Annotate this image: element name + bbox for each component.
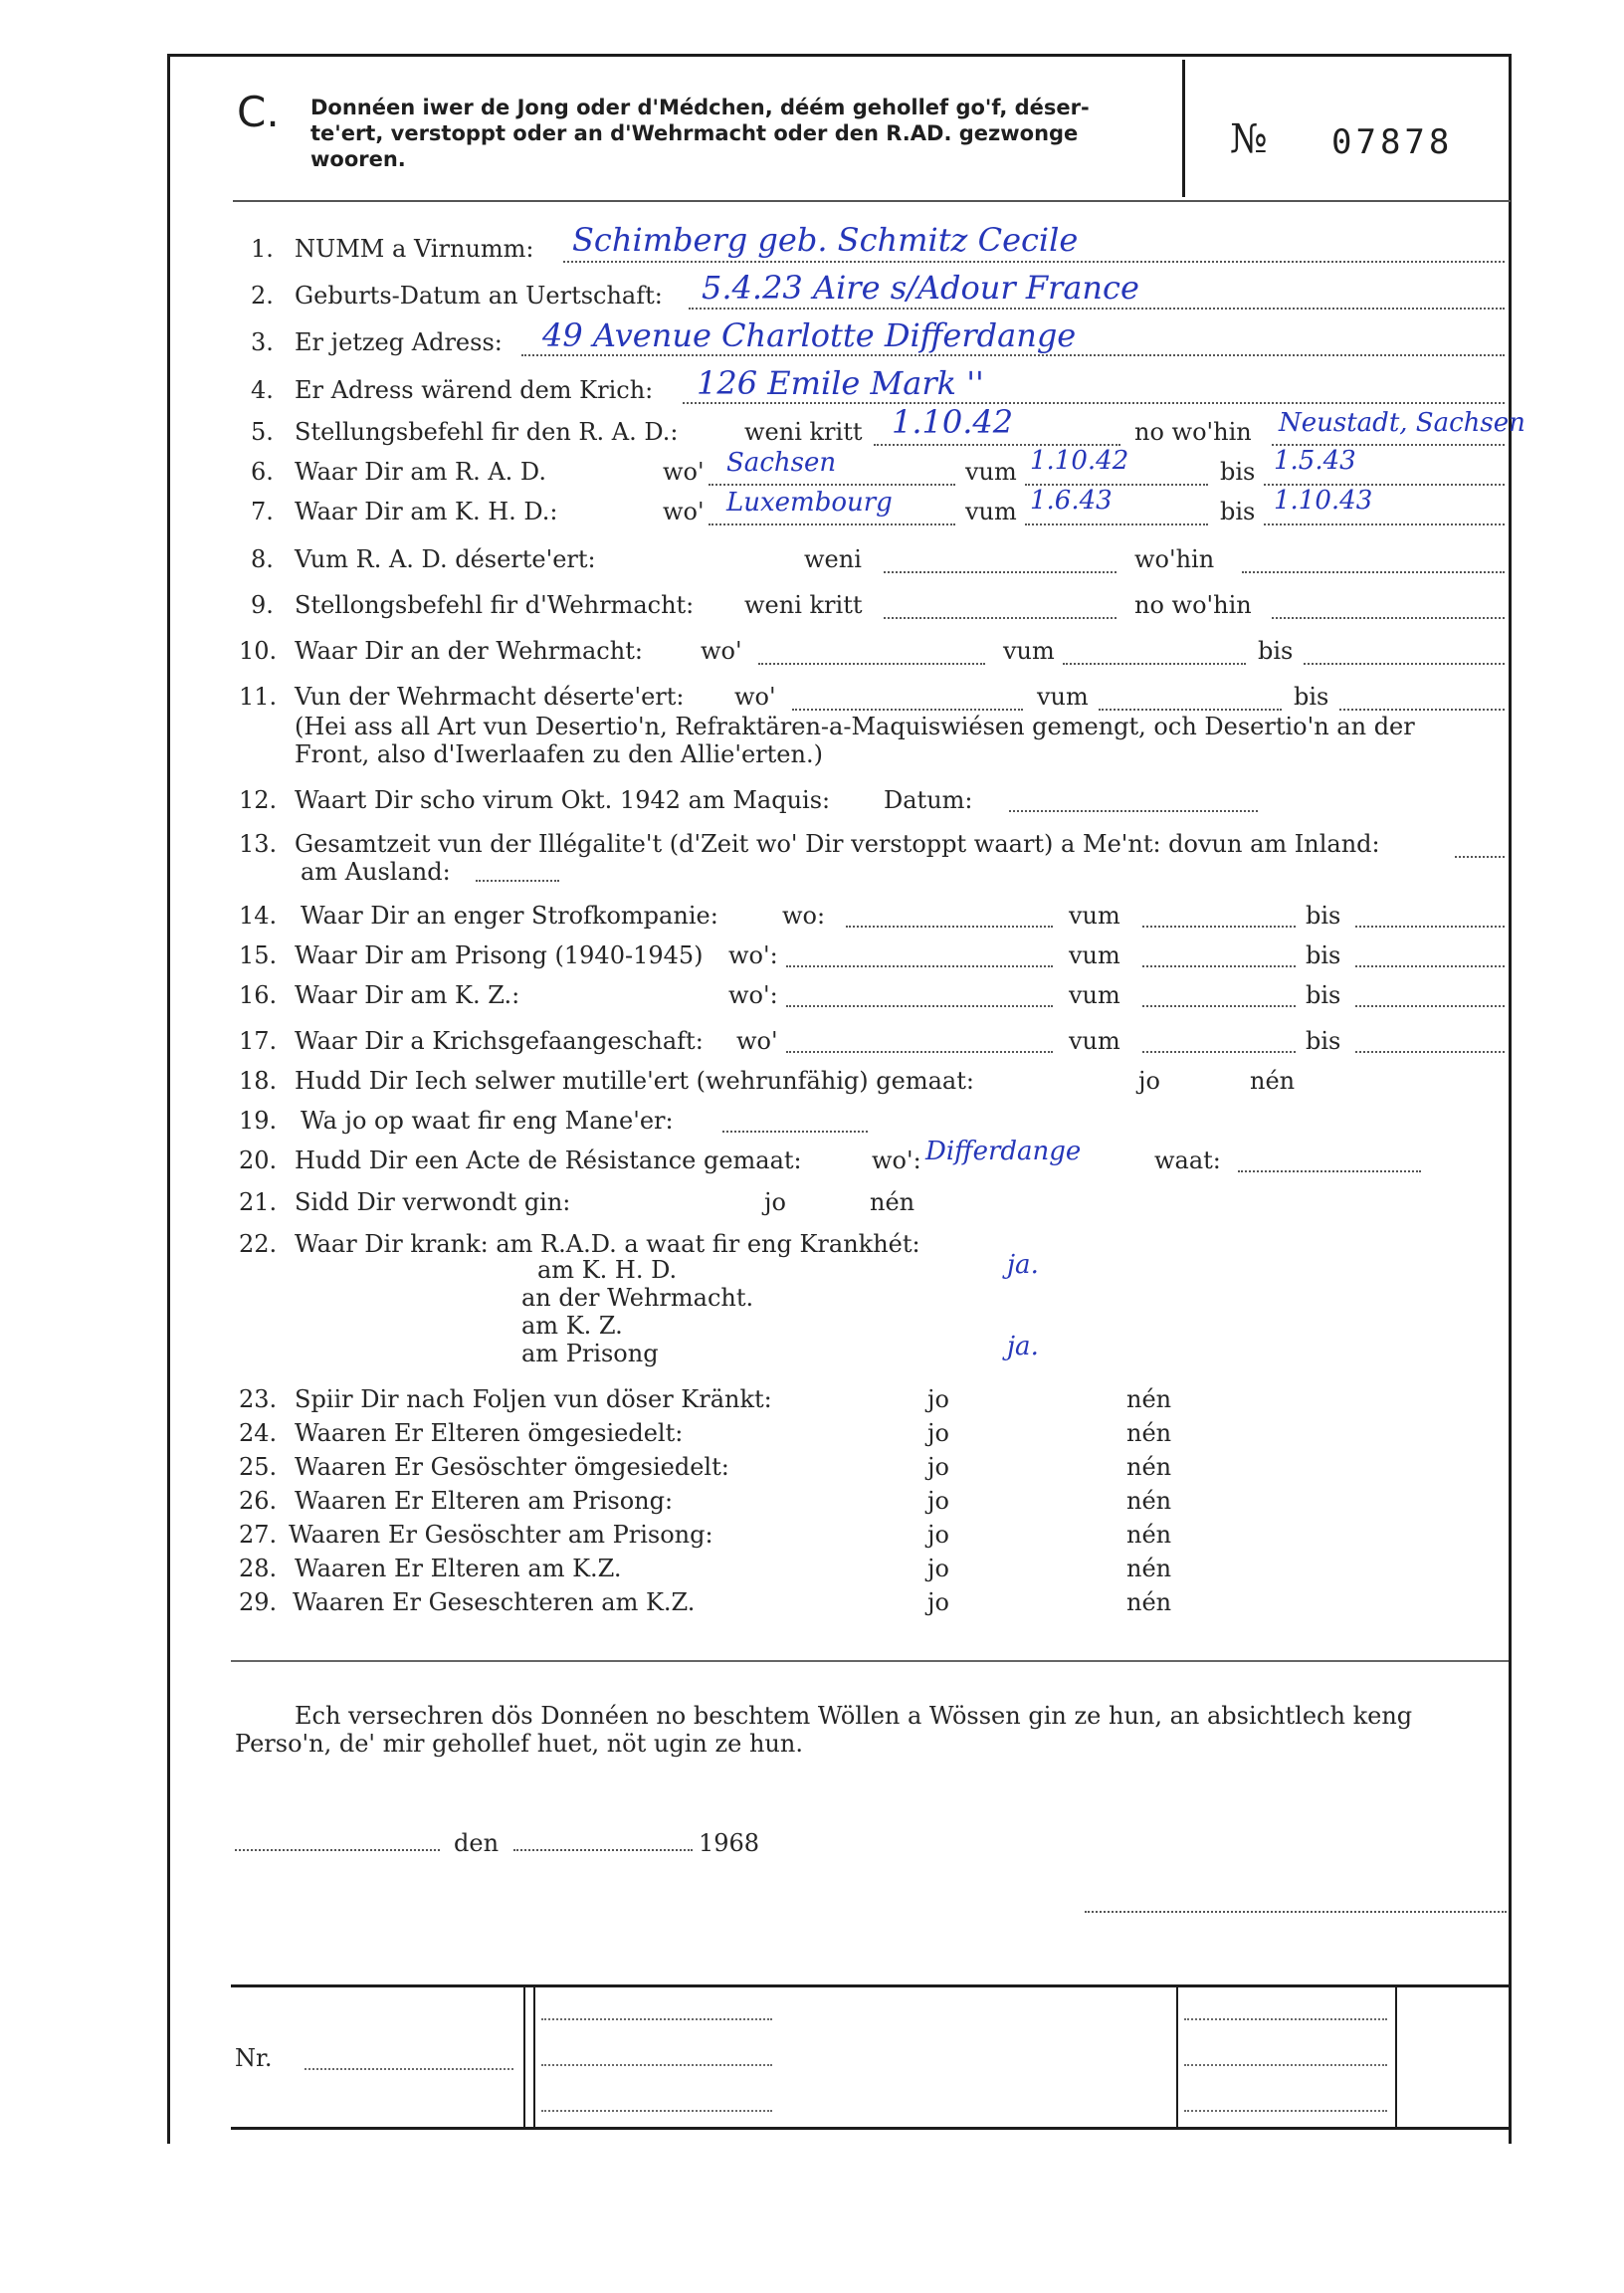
table-divider <box>1395 1986 1397 2128</box>
field-line <box>884 571 1116 573</box>
field-line <box>1355 965 1505 967</box>
table-divider <box>1176 1986 1178 2128</box>
word-vum: vum <box>1069 981 1120 1009</box>
field-line <box>709 484 955 486</box>
name-field-line <box>563 261 1505 263</box>
item-number: 19. <box>239 1107 278 1135</box>
option-nen: nén <box>1126 1588 1172 1616</box>
item-number: 12. <box>239 786 278 814</box>
field-line <box>1238 1170 1421 1172</box>
field-line <box>786 1005 1053 1007</box>
frame-right <box>1509 54 1512 2144</box>
table-divider <box>533 1986 535 2128</box>
illness-sub-kz: am K. Z. <box>521 1312 623 1340</box>
item-label: Waaren Er Gesöschter am Prisong: <box>289 1521 713 1549</box>
word-weni: weni <box>804 545 862 573</box>
nr-field-line <box>304 2068 513 2070</box>
word-vum: vum <box>1069 1027 1120 1055</box>
word-wo: wo' <box>663 458 705 486</box>
field-line <box>1009 810 1258 812</box>
item-number: 3. <box>251 328 274 356</box>
rad-order-place: Neustadt, Sachsen <box>1279 408 1525 438</box>
item-number: 26. <box>239 1487 278 1515</box>
header-title-line2: te'ert, verstoppt oder an d'Wehrmacht oder den R.AD. gezwonge <box>310 121 1079 145</box>
option-jo: jo <box>927 1385 949 1413</box>
item-number: 25. <box>239 1453 278 1481</box>
item-number: 11. <box>239 683 278 711</box>
war-address-value: 126 Emile Mark '' <box>697 364 984 402</box>
item-label: Spiir Dir nach Foljen vun döser Kränkt: <box>295 1385 772 1413</box>
field-line <box>1242 571 1505 573</box>
word-weni-kritt: weni kritt <box>744 591 863 619</box>
desertion-note-line2: Front, also d'Iwerlaafen zu den Allie'erten.) <box>295 740 823 768</box>
illness-sub-wehrmacht: an der Wehrmacht. <box>521 1284 754 1312</box>
item-number: 21. <box>239 1188 278 1216</box>
word-vum: vum <box>965 458 1017 486</box>
item-label: Waar Dir an der Wehrmacht: <box>295 637 643 665</box>
word-bis: bis <box>1258 637 1294 665</box>
word-wo: wo: <box>782 902 826 930</box>
word-no-wohin: no wo'hin <box>1134 418 1252 446</box>
item-label: Geburts-Datum an Uertschaft: <box>295 282 663 310</box>
item-label: Waar Dir an enger Strofkompanie: <box>301 902 718 930</box>
word-bis: bis <box>1306 981 1341 1009</box>
option-jo: jo <box>927 1588 949 1616</box>
word-bis: bis <box>1306 1027 1341 1055</box>
word-vum: vum <box>1069 941 1120 969</box>
word-datum: Datum: <box>884 786 973 814</box>
item-number: 20. <box>239 1146 278 1174</box>
item-label: Vum R. A. D. déserte'ert: <box>295 545 596 573</box>
option-nen: nén <box>1126 1487 1172 1515</box>
item-label: Waar Dir am R. A. D. <box>295 458 546 486</box>
khd-until: 1.10.43 <box>1274 486 1373 516</box>
field-line <box>1355 1051 1505 1053</box>
item-label: Waar Dir am Prisong (1940-1945) <box>295 941 704 969</box>
field-line <box>1142 926 1296 928</box>
item-label: Waaren Er Gesöschter ömgesiedelt: <box>295 1453 729 1481</box>
item-number: 2. <box>251 282 274 310</box>
field-line <box>1142 965 1296 967</box>
option-nen: nén <box>1126 1555 1172 1582</box>
item-number: 18. <box>239 1067 278 1095</box>
table-line <box>1184 2064 1387 2066</box>
header-title-line1: Donnéen iwer de Jong oder d'Médchen, déém gehollef go'f, déser- <box>310 96 1090 119</box>
word-wo: wo' <box>701 637 742 665</box>
word-wohin: wo'hin <box>1134 545 1215 573</box>
declaration-line1: Ech versechren dös Donnéen no beschtem Wöllen a Wössen gin ze hun, an absichtlech keng <box>295 1702 1413 1730</box>
item-number: 10. <box>239 637 278 665</box>
option-nen: nén <box>870 1188 915 1216</box>
table-top-rule <box>231 1984 1511 1987</box>
item-number: 6. <box>251 458 274 486</box>
option-nen: nén <box>1126 1419 1172 1447</box>
field-line <box>1063 663 1246 665</box>
table-divider <box>523 1986 525 2128</box>
table-line <box>541 2018 772 2020</box>
illness-prisong-value: ja. <box>1007 1332 1039 1361</box>
option-jo: jo <box>927 1555 949 1582</box>
field-line <box>1355 1005 1505 1007</box>
table-line <box>1184 2018 1387 2020</box>
name-value: Schimberg geb. Schmitz Cecile <box>572 221 1079 259</box>
item-label: Hudd Dir Iech selwer mutille'ert (wehrunfähig) gemaat: <box>295 1067 974 1095</box>
word-wo: wo': <box>872 1146 921 1174</box>
word-vum: vum <box>1003 637 1055 665</box>
item-label: Hudd Dir een Acte de Résistance gemaat: <box>295 1146 802 1174</box>
field-line <box>846 926 1053 928</box>
rad-place: Sachsen <box>726 448 837 478</box>
item-label: Er jetzeg Adress: <box>295 328 503 356</box>
word-bis: bis <box>1220 498 1256 525</box>
item-label: Waaren Er Geseschteren am K.Z. <box>293 1588 696 1616</box>
option-nen: nén <box>1250 1067 1296 1095</box>
field-line <box>476 880 559 882</box>
nr-label: Nr. <box>235 2044 273 2072</box>
header-rule <box>233 200 1511 202</box>
word-wo: wo' <box>734 683 776 711</box>
field-line <box>1099 709 1282 711</box>
option-jo: jo <box>927 1453 949 1481</box>
word-wo: wo' <box>736 1027 778 1055</box>
word-vum: vum <box>965 498 1017 525</box>
item-label: Waar Dir a Krichsgefaangeschaft: <box>295 1027 704 1055</box>
item-number: 8. <box>251 545 274 573</box>
section-letter: C. <box>237 88 280 136</box>
item-label: Waaren Er Elteren ömgesiedelt: <box>295 1419 684 1447</box>
table-line <box>1184 2110 1387 2112</box>
date-field-line <box>513 1849 693 1851</box>
word-weni-kritt: weni kritt <box>744 418 863 446</box>
year-label: 1968 <box>699 1829 760 1857</box>
item-label: Stellongsbefehl fir d'Wehrmacht: <box>295 591 695 619</box>
word-wo: wo': <box>728 981 778 1009</box>
field-line <box>1272 617 1505 619</box>
signature-line <box>1085 1911 1507 1913</box>
option-nen: nén <box>1126 1521 1172 1549</box>
frame-top <box>167 54 1511 57</box>
field-line <box>786 965 1053 967</box>
field-line <box>792 709 1023 711</box>
field-line <box>758 663 985 665</box>
birth-value: 5.4.23 Aire s/Adour France <box>702 269 1139 307</box>
option-nen: nén <box>1126 1385 1172 1413</box>
field-line <box>722 1131 868 1133</box>
declaration-line2: Perso'n, de' mir gehollef huet, nöt ugin ze hun. <box>235 1730 803 1758</box>
illness-sub-khd: am K. H. D. <box>537 1256 678 1284</box>
frame-left <box>167 54 170 2144</box>
table-line <box>541 2110 772 2112</box>
khd-place: Luxembourg <box>726 488 893 518</box>
item-label: Er Adress wärend dem Krich: <box>295 376 654 404</box>
item-label: Waaren Er Elteren am K.Z. <box>295 1555 622 1582</box>
field-line <box>1142 1005 1296 1007</box>
place-field-line <box>235 1849 440 1851</box>
field-line <box>786 1051 1053 1053</box>
khd-from: 1.6.43 <box>1030 486 1113 516</box>
rad-until: 1.5.43 <box>1274 446 1356 476</box>
item-label: Waart Dir scho virum Okt. 1942 am Maquis: <box>295 786 831 814</box>
field-line <box>1264 523 1505 525</box>
item-label: Sidd Dir verwondt gin: <box>295 1188 571 1216</box>
rad-order-date: 1.10.42 <box>892 403 1014 441</box>
field-line <box>1355 926 1505 928</box>
item-number: 27. <box>239 1521 278 1549</box>
word-bis: bis <box>1294 683 1329 711</box>
item-label: Waar Dir krank: am R.A.D. a waat fir eng Krankhét: <box>295 1230 920 1258</box>
item-label: NUMM a Virnumm: <box>295 235 534 263</box>
word-vum: vum <box>1069 902 1120 930</box>
item-number: 7. <box>251 498 274 525</box>
desertion-note-line1: (Hei ass all Art vun Desertio'n, Refraktären-a-Maquiswiésen gemengt, och Desertio'n an der <box>295 713 1415 740</box>
option-jo: jo <box>927 1487 949 1515</box>
option-jo: jo <box>927 1419 949 1447</box>
frame-bottom <box>231 2127 1511 2130</box>
word-bis: bis <box>1220 458 1256 486</box>
item-number: 24. <box>239 1419 278 1447</box>
field-line <box>1304 663 1505 665</box>
item-label: Wa jo op waat fir eng Mane'er: <box>301 1107 674 1135</box>
address-value: 49 Avenue Charlotte Differdange <box>542 316 1077 354</box>
illegality-line2: am Ausland: <box>301 858 451 886</box>
word-vum: vum <box>1037 683 1089 711</box>
field-line <box>709 523 955 525</box>
item-label: Vun der Wehrmacht déserte'ert: <box>295 683 685 711</box>
word-waat: waat: <box>1154 1146 1221 1174</box>
rad-from: 1.10.42 <box>1030 446 1129 476</box>
item-number: 14. <box>239 902 278 930</box>
illness-sub-prisong: am Prisong <box>521 1340 659 1367</box>
item-label: Waar Dir am K. Z.: <box>295 981 520 1009</box>
word-wo: wo': <box>728 941 778 969</box>
field-line <box>884 617 1116 619</box>
section-rule <box>231 1660 1509 1662</box>
item-number: 16. <box>239 981 278 1009</box>
item-number: 13. <box>239 830 278 858</box>
item-number: 15. <box>239 941 278 969</box>
item-number: 29. <box>239 1588 278 1616</box>
den-label: den <box>454 1829 500 1857</box>
address-field-line <box>521 354 1505 356</box>
field-line <box>1025 523 1208 525</box>
item-label: Stellungsbefehl fir den R. A. D.: <box>295 418 679 446</box>
word-wo: wo' <box>663 498 705 525</box>
header-divider <box>1182 60 1185 197</box>
header-title-line3: wooren. <box>310 147 406 171</box>
war-address-field-line <box>683 402 1505 404</box>
resistance-place: Differdange <box>925 1137 1082 1166</box>
item-number: 1. <box>251 235 274 263</box>
item-number: 5. <box>251 418 274 446</box>
item-label: Waar Dir am K. H. D.: <box>295 498 558 525</box>
item-number: 22. <box>239 1230 278 1258</box>
field-line <box>1455 856 1505 858</box>
option-jo: jo <box>927 1521 949 1549</box>
item-label: Waaren Er Elteren am Prisong: <box>295 1487 674 1515</box>
item-number: 28. <box>239 1555 278 1582</box>
table-line <box>541 2064 772 2066</box>
option-jo: jo <box>1138 1067 1160 1095</box>
item-number: 23. <box>239 1385 278 1413</box>
number-symbol: № <box>1230 116 1268 162</box>
illegality-line1: Gesamtzeit vun der Illégalite't (d'Zeit wo' Dir verstoppt waart) a Me'nt: dovun am Inland: <box>295 830 1380 858</box>
item-number: 9. <box>251 591 274 619</box>
word-bis: bis <box>1306 941 1341 969</box>
item-number: 4. <box>251 376 274 404</box>
word-no-wohin: no wo'hin <box>1134 591 1252 619</box>
illness-khd-value: ja. <box>1007 1250 1039 1280</box>
word-bis: bis <box>1306 902 1341 930</box>
option-nen: nén <box>1126 1453 1172 1481</box>
item-number: 17. <box>239 1027 278 1055</box>
birth-field-line <box>689 308 1505 310</box>
document-number: 07878 <box>1331 122 1454 162</box>
field-line <box>1142 1051 1296 1053</box>
option-jo: jo <box>764 1188 786 1216</box>
field-line <box>1339 709 1505 711</box>
